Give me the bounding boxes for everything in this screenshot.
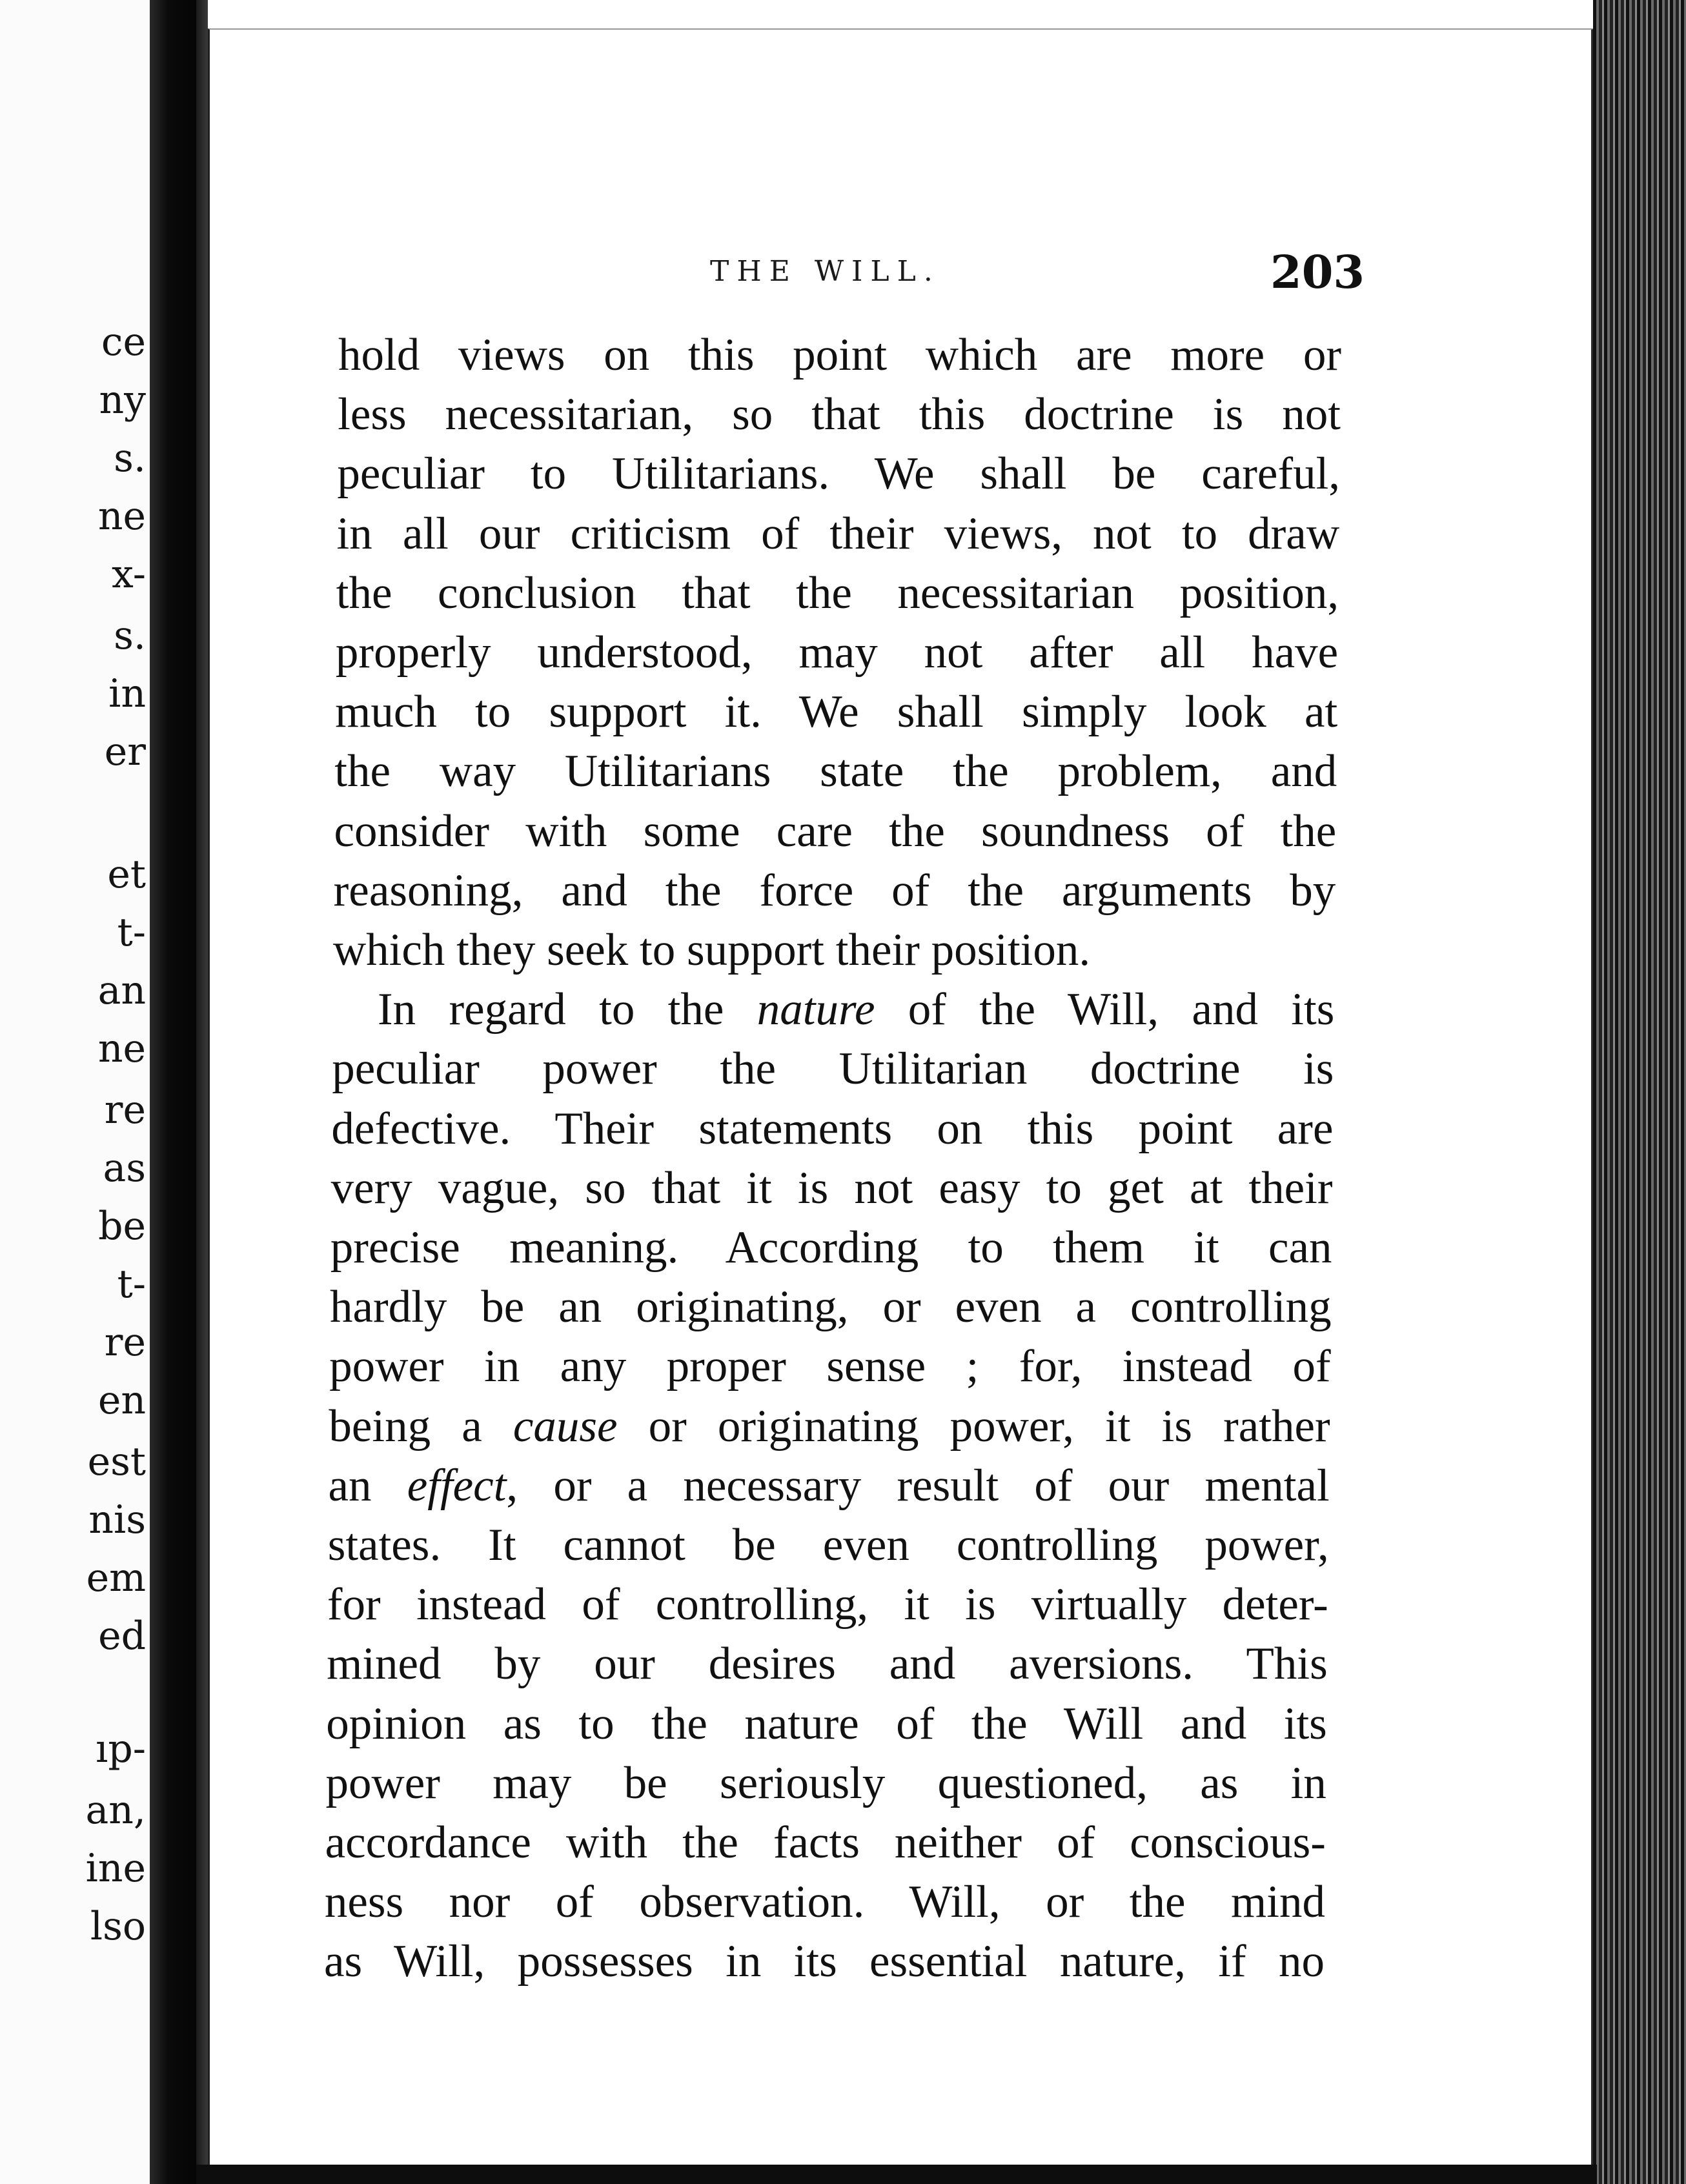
text-run: for instead of controlling, it is virtually deter- <box>327 1579 1328 1630</box>
text-line <box>334 746 1337 797</box>
prev-page-fragment: re <box>104 1087 146 1133</box>
text-run: consider with some care the soundness of the <box>334 805 1337 856</box>
text-line <box>335 687 1338 738</box>
prev-page-fragment: nis <box>88 1497 146 1542</box>
text-line <box>325 1757 1326 1808</box>
text-run: of the Will, and its <box>875 984 1335 1035</box>
text-run: accordance with the facts neither of conscious- <box>325 1817 1326 1868</box>
binding-gutter <box>150 0 196 2184</box>
page-bottom-shadow <box>196 2165 1597 2184</box>
page-number: 203 <box>1270 245 1365 299</box>
text-run: properly understood, may not after all have <box>335 627 1339 678</box>
prev-page-fragment: be <box>98 1204 146 1249</box>
previous-page-edge <box>0 0 150 2184</box>
prev-page-fragment: et <box>107 852 146 897</box>
prev-page-fragment: an <box>97 968 146 1013</box>
text-line <box>336 567 1339 618</box>
prev-page-fragment: est <box>87 1439 146 1484</box>
text-line <box>338 332 1341 378</box>
text-line <box>324 1877 1325 1928</box>
text-run: hardly be an originating, or even a controlling <box>329 1282 1332 1333</box>
text-run: very vague, so that it is not easy to get at their <box>330 1162 1333 1213</box>
page-stack-edge <box>1593 0 1686 2184</box>
prev-page-fragment: ce <box>101 319 146 365</box>
text-line <box>336 508 1340 559</box>
prev-page-fragment: as <box>103 1146 146 1191</box>
prev-page-fragment: ny <box>99 378 146 423</box>
text-line <box>327 1579 1328 1630</box>
italic-term: nature <box>757 984 875 1035</box>
text-line <box>331 1103 1334 1154</box>
text-run: mined by our desires and aversions. This <box>327 1639 1328 1690</box>
prev-page-fragment: ne <box>97 494 146 539</box>
text-run: the way Utilitarians state the problem, and <box>334 746 1337 797</box>
text-line <box>333 865 1336 916</box>
prev-page-fragment: ed <box>98 1613 146 1659</box>
text-run: , or a necessary result of our mental <box>506 1460 1330 1511</box>
prev-page-fragment: s. <box>114 613 146 658</box>
text-line <box>329 1400 1330 1451</box>
italic-term: effect <box>407 1460 507 1511</box>
italic-term: cause <box>513 1400 618 1451</box>
text-run: less necessitarian, so that this doctrine is not <box>338 389 1341 440</box>
prev-page-fragment: ıp- <box>96 1726 146 1772</box>
text-line <box>328 1522 1329 1568</box>
text-line <box>330 1222 1332 1273</box>
text-run: In regard to the <box>378 984 757 1035</box>
text-line <box>332 1044 1334 1095</box>
text-run: being a <box>329 1400 513 1451</box>
prev-page-fragment: x- <box>111 552 146 597</box>
text-line <box>334 805 1337 856</box>
text-line <box>324 1936 1325 1987</box>
text-run: peculiar to Utilitarians. We shall be careful, <box>337 449 1341 500</box>
prev-page-fragment: ne <box>97 1026 146 1071</box>
text-run: reasoning, and the force of the arguments by <box>333 865 1336 916</box>
text-run: states. It cannot be even controlling power, <box>327 1520 1329 1570</box>
text-line <box>330 1162 1333 1213</box>
text-line <box>378 984 1335 1035</box>
prev-page-fragment: t- <box>117 1262 146 1307</box>
text-run: the conclusion that the necessitarian position, <box>336 567 1339 618</box>
prev-page-fragment: t- <box>117 910 146 955</box>
text-run: ness nor of observation. Will, or the mind <box>324 1877 1325 1928</box>
prev-page-fragment: ine <box>85 1846 146 1891</box>
text-run: hold views on this point which are more or <box>338 330 1341 380</box>
binding-shadow <box>196 0 208 2184</box>
prev-page-fragment: re <box>104 1320 146 1365</box>
text-run: defective. Their statements on this point are <box>331 1103 1334 1154</box>
text-line <box>329 1341 1331 1392</box>
text-run: power may be seriously questioned, as in <box>325 1757 1326 1808</box>
prev-page-fragment: em <box>86 1555 146 1601</box>
prev-page-fragment: s. <box>114 436 146 481</box>
text-run: an <box>328 1460 407 1511</box>
text-run: precise meaning. According to them it can <box>330 1222 1332 1273</box>
text-run: peculiar power the Utilitarian doctrine is <box>332 1044 1334 1095</box>
text-line <box>329 1282 1332 1333</box>
text-run: in all our criticism of their views, not to draw <box>336 508 1340 559</box>
prev-page-fragment: in <box>108 671 146 716</box>
text-run: opinion as to the nature of the Will and its <box>326 1698 1327 1749</box>
text-line <box>326 1698 1327 1749</box>
prev-page-fragment: an, <box>85 1788 146 1833</box>
running-title: THE WILL. <box>710 255 940 288</box>
text-line <box>327 1639 1328 1690</box>
text-run: which they seek to support their position. <box>332 925 1091 975</box>
text-line <box>333 927 1239 973</box>
text-run: much to support it. We shall simply look at <box>335 687 1338 738</box>
text-line <box>337 449 1341 500</box>
text-line <box>335 627 1339 678</box>
text-run: or originating power, it is rather <box>617 1400 1330 1451</box>
text-line <box>328 1460 1330 1511</box>
text-line <box>338 389 1341 440</box>
prev-page-fragment: lso <box>90 1904 146 1949</box>
prev-page-fragment: er <box>104 729 146 774</box>
prev-page-fragment: en <box>97 1378 146 1423</box>
text-line <box>325 1817 1326 1868</box>
text-run: as Will, possesses in its essential nature, if no <box>324 1936 1325 1987</box>
text-run: power in any proper sense ; for, instead of <box>329 1341 1331 1392</box>
